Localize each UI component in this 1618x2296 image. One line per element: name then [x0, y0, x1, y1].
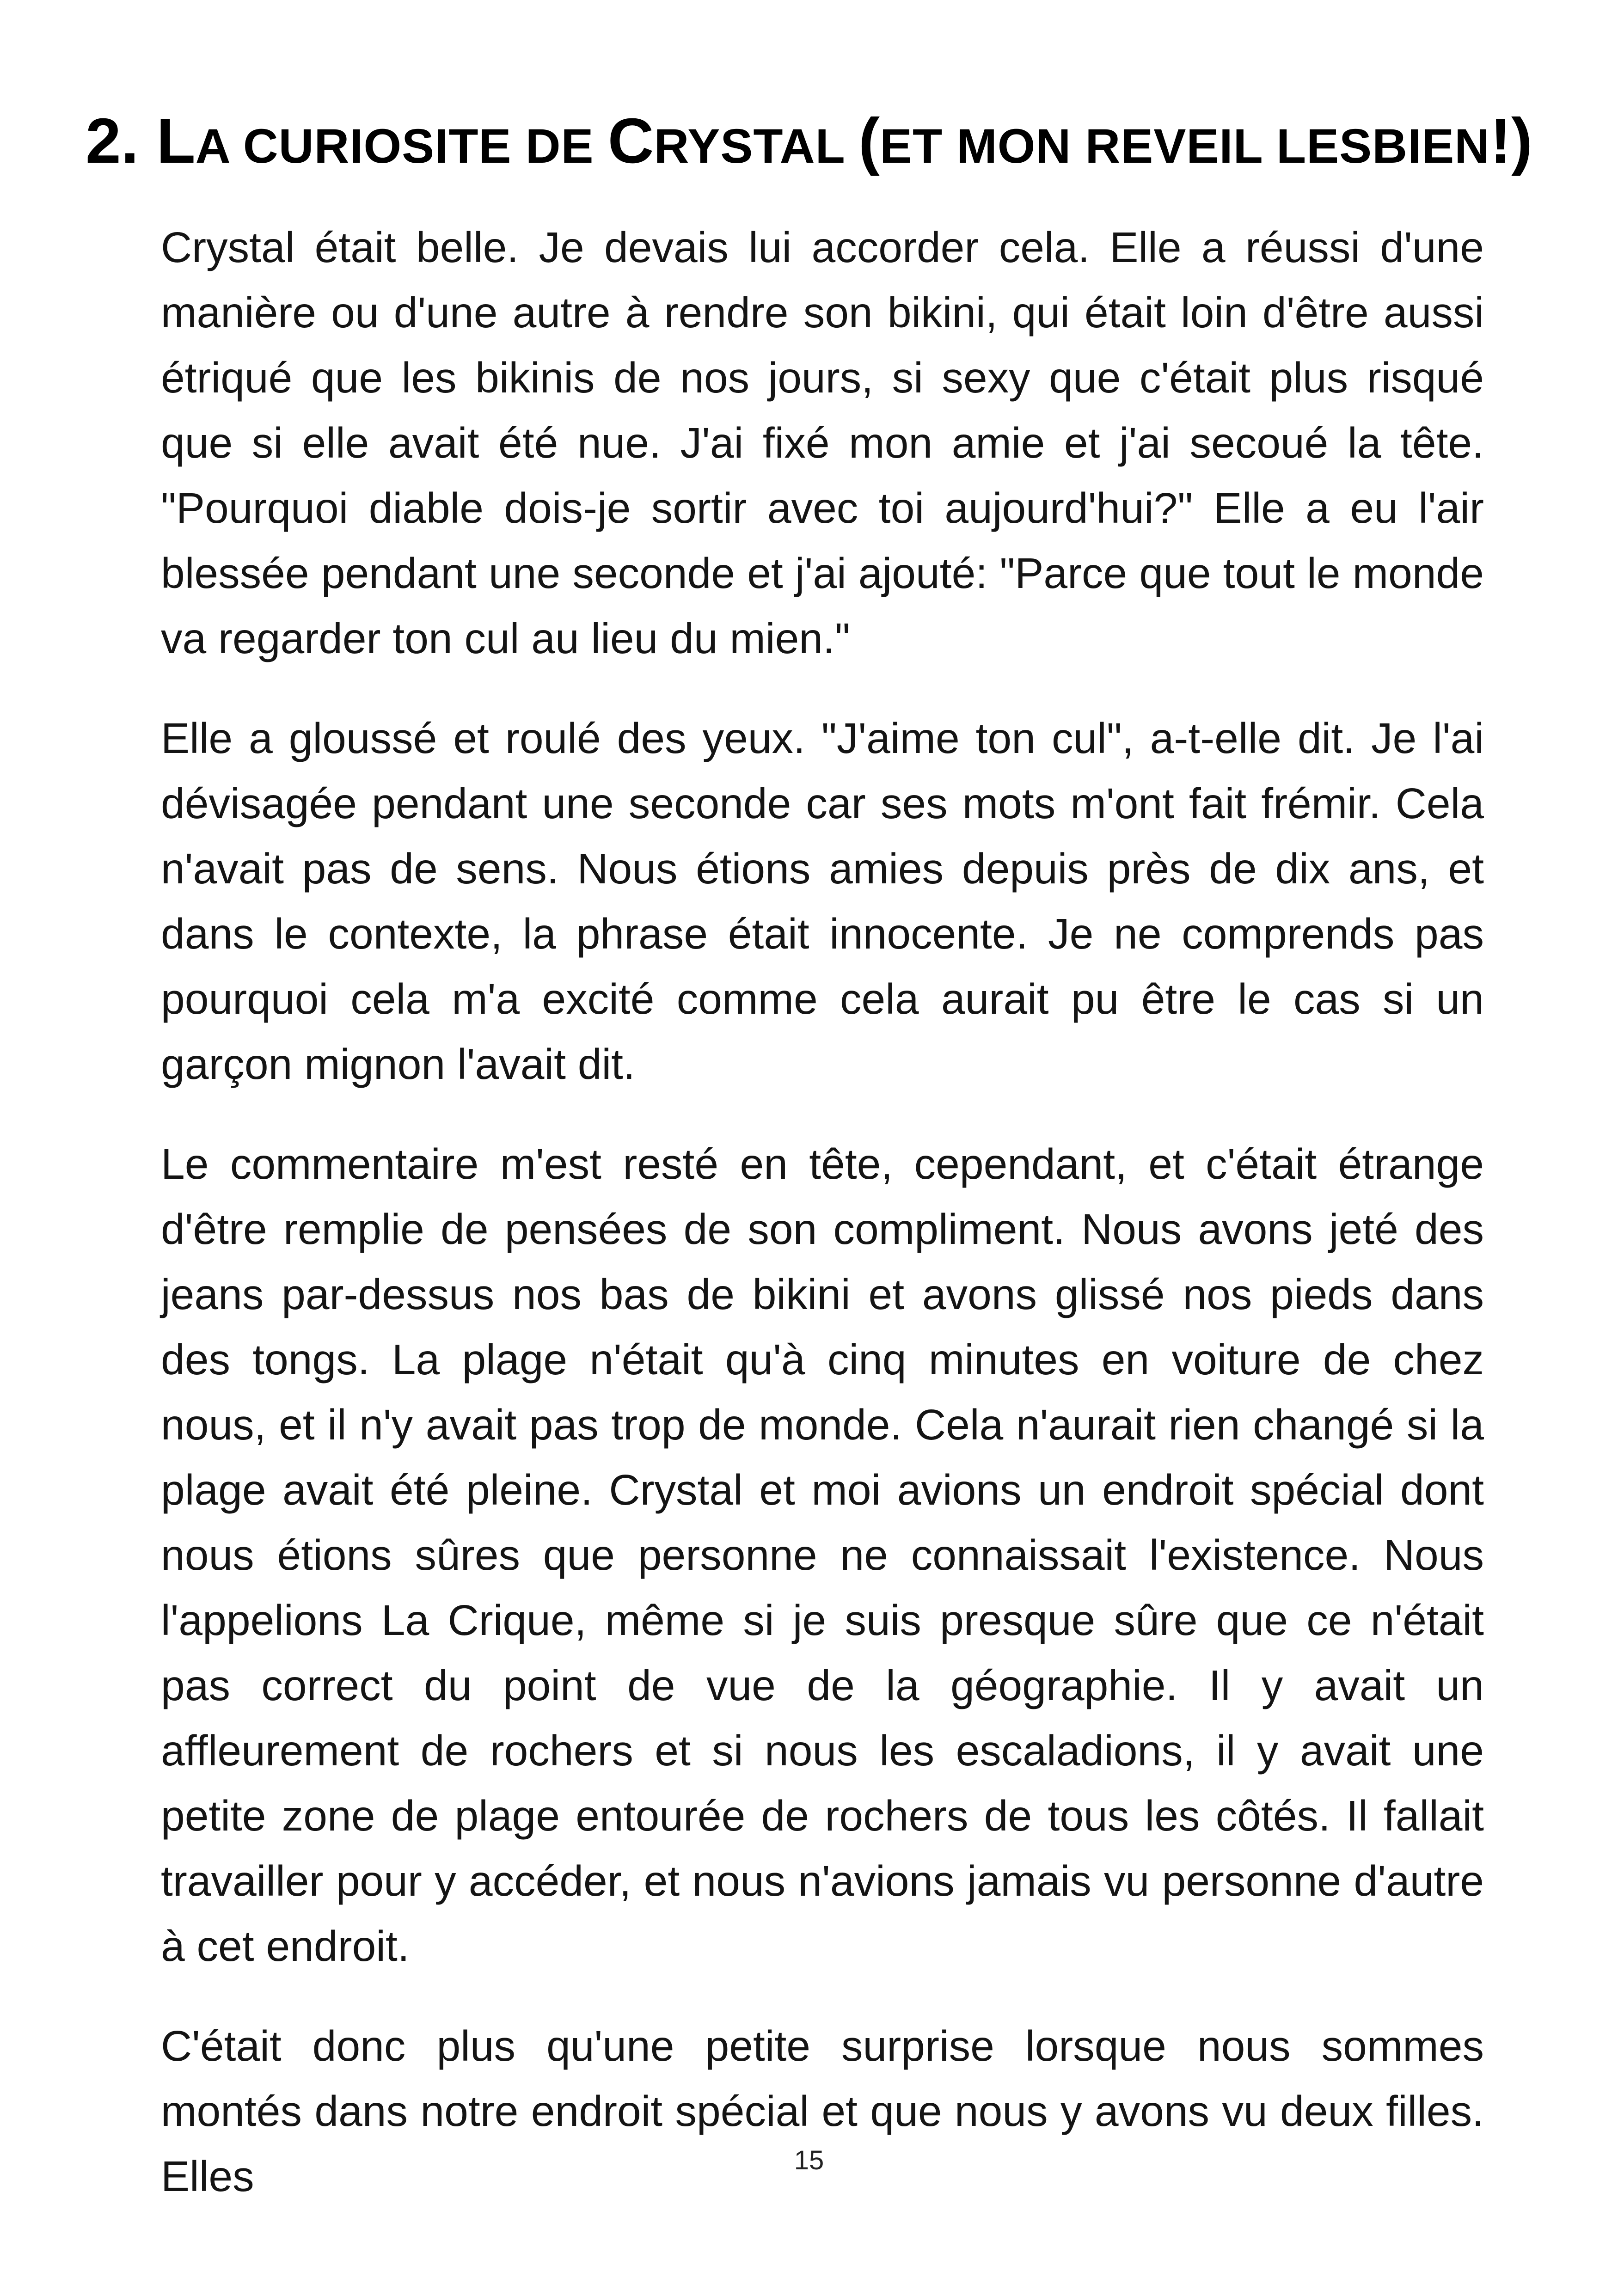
- paragraph: Elle a gloussé et roulé des yeux. "J'aime ton cul", a-t-elle dit. Je l'ai dévisagée pendant une seconde car ses mots m'ont fait frémir. Cela n'avait pas de sens. Nous étions amies depuis près de dix ans, et dans le contexte, la phrase était innocente. Je ne comprends pas pourquoi cela m'a excité comme cela aurait pu être le cas si un garçon mignon l'avait dit.: [161, 714, 1484, 1088]
- paragraph: Crystal était belle. Je devais lui accorder cela. Elle a réussi d'une manière ou d'une autre à rendre son bikini, qui était loin d'être aussi étriqué que les bikinis de nos jours, si sexy que c'était plus risqué que si elle avait été nue. J'ai fixé mon amie et j'ai secoué la tête. "Pourquoi diable dois-je sortir avec toi aujourd'hui?" Elle a eu l'air blessée pendant une seconde et j'ai ajouté: "Parce que tout le monde va regarder ton cul au lieu du mien.": [161, 223, 1484, 662]
- chapter-title-part: ET MON REVEIL LESBIEN: [880, 119, 1490, 173]
- chapter-title: [0, 106, 1618, 177]
- chapter-title-part: !): [1490, 105, 1532, 177]
- paragraph: Le commentaire m'est resté en tête, cependant, et c'était étrange d'être remplie de pensées de son compliment. Nous avons jeté des jeans par-dessus nos bas de bikini et avons glissé nos pieds dans des tongs. La plage n'était qu'à cinq minutes en voiture de chez nous, et il n'y avait pas trop de monde. Cela n'aurait rien changé si la plage avait été pleine. Crystal et moi avions un endroit spécial dont nous étions sûres que personne ne connaissait l'existence. Nous l'appelions La Crique, même si je suis presque sûre que ce n'était pas correct du point de vue de la géographie. Il y avait un affleurement de rochers et si nous les escaladions, il y avait une petite zone de plage entourée de rochers de tous les côtés. Il fallait travailler pour y accéder, et nous n'avions jamais vu personne d'autre à cet endroit.: [161, 1140, 1484, 1970]
- chapter-title-part: C: [607, 105, 654, 177]
- body-text: [161, 215, 1484, 2244]
- chapter-title-part: RYSTAL: [654, 119, 859, 173]
- page-number: 15: [794, 2145, 824, 2175]
- chapter-title-part: A CURIOSITE DE: [195, 119, 608, 173]
- chapter-title-part: (: [858, 105, 880, 177]
- chapter-title-part: 2. L: [86, 105, 196, 177]
- paragraph: C'était donc plus qu'une petite surprise lorsque nous sommes montés dans notre endroit spécial et que nous y avons vu deux filles. Elles: [161, 2022, 1484, 2200]
